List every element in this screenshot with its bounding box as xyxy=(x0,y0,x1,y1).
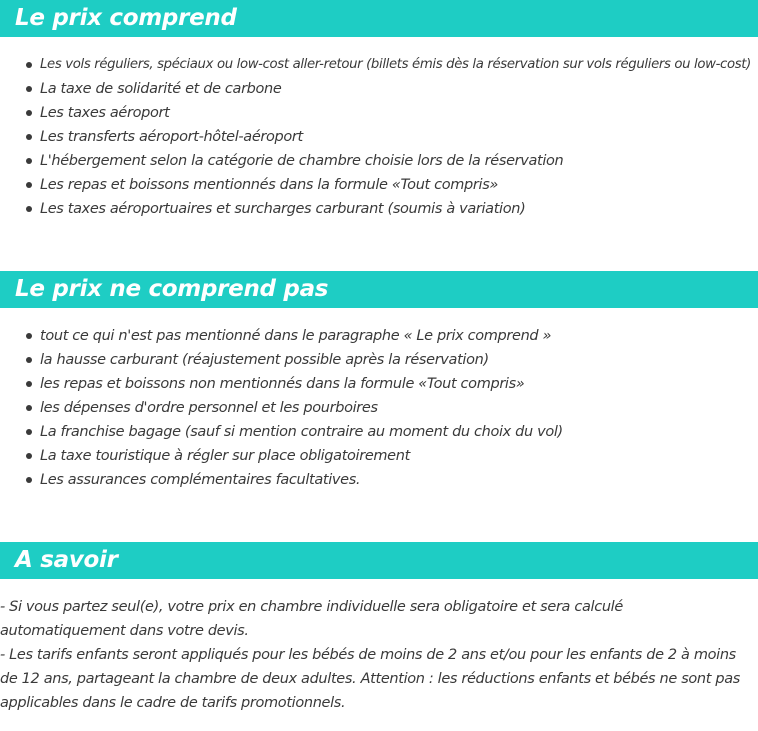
section-header-prix-ne-comprend-pas xyxy=(0,271,758,308)
bullet-icon xyxy=(26,405,32,411)
section-title: Le prix ne comprend pas xyxy=(15,276,329,302)
list-item: L'hébergement selon la catégorie de chambre choisie lors de la réservation xyxy=(0,149,758,173)
list-item: Les repas et boissons mentionnés dans la formule «Tout compris» xyxy=(0,173,758,197)
list-item: Les taxes aéroport xyxy=(0,101,758,125)
list-item: Les transferts aéroport-hôtel-aéroport xyxy=(0,125,758,149)
list-item: les repas et boissons non mentionnés dans la formule «Tout compris» xyxy=(0,372,758,396)
list-item: tout ce qui n'est pas mentionné dans le paragraphe « Le prix comprend » xyxy=(0,324,758,348)
bullet-icon xyxy=(26,134,32,140)
a-savoir-paragraph: - Les tarifs enfants seront appliqués pour les bébés de moins de 2 ans et/ou pour les enfants de 2 à moins de 12 ans, partageant la chambre de deux adultes. Attention : les réductions enfants et bébés ne sont pas applicables dans le cadre de tarifs promotionnels. xyxy=(0,647,740,711)
bullet-icon xyxy=(26,381,32,387)
bullet-icon xyxy=(26,453,32,459)
section-header-prix-comprend xyxy=(0,0,758,37)
bullet-icon xyxy=(26,110,32,116)
section-title: A savoir xyxy=(15,547,118,573)
list-item: La franchise bagage (sauf si mention contraire au moment du choix du vol) xyxy=(0,420,758,444)
a-savoir-text xyxy=(0,595,752,715)
list-item: Les taxes aéroportuaires et surcharges carburant (soumis à variation) xyxy=(0,197,758,221)
bullet-icon xyxy=(26,158,32,164)
excluded-list xyxy=(0,324,758,492)
bullet-icon xyxy=(26,357,32,363)
bullet-icon xyxy=(26,429,32,435)
list-item: La taxe de solidarité et de carbone xyxy=(0,77,758,101)
bullet-icon xyxy=(26,333,32,339)
list-item: la hausse carburant (réajustement possible après la réservation) xyxy=(0,348,758,372)
bullet-icon xyxy=(26,62,32,68)
bullet-icon xyxy=(26,477,32,483)
section-title: Le prix comprend xyxy=(15,5,237,31)
a-savoir-paragraph: - Si vous partez seul(e), votre prix en chambre individuelle sera obligatoire et sera calculé automatiquement dans votre devis. xyxy=(0,599,623,639)
bullet-icon xyxy=(26,206,32,212)
included-list xyxy=(0,53,758,221)
list-item: La taxe touristique à régler sur place obligatoirement xyxy=(0,444,758,468)
list-item: Les vols réguliers, spéciaux ou low-cost aller-retour (billets émis dès la réservation sur vols réguliers ou low-cost) xyxy=(0,53,758,77)
section-header-a-savoir xyxy=(0,542,758,579)
bullet-icon xyxy=(26,86,32,92)
list-item: les dépenses d'ordre personnel et les pourboires xyxy=(0,396,758,420)
list-item: Les assurances complémentaires facultatives. xyxy=(0,468,758,492)
bullet-icon xyxy=(26,182,32,188)
